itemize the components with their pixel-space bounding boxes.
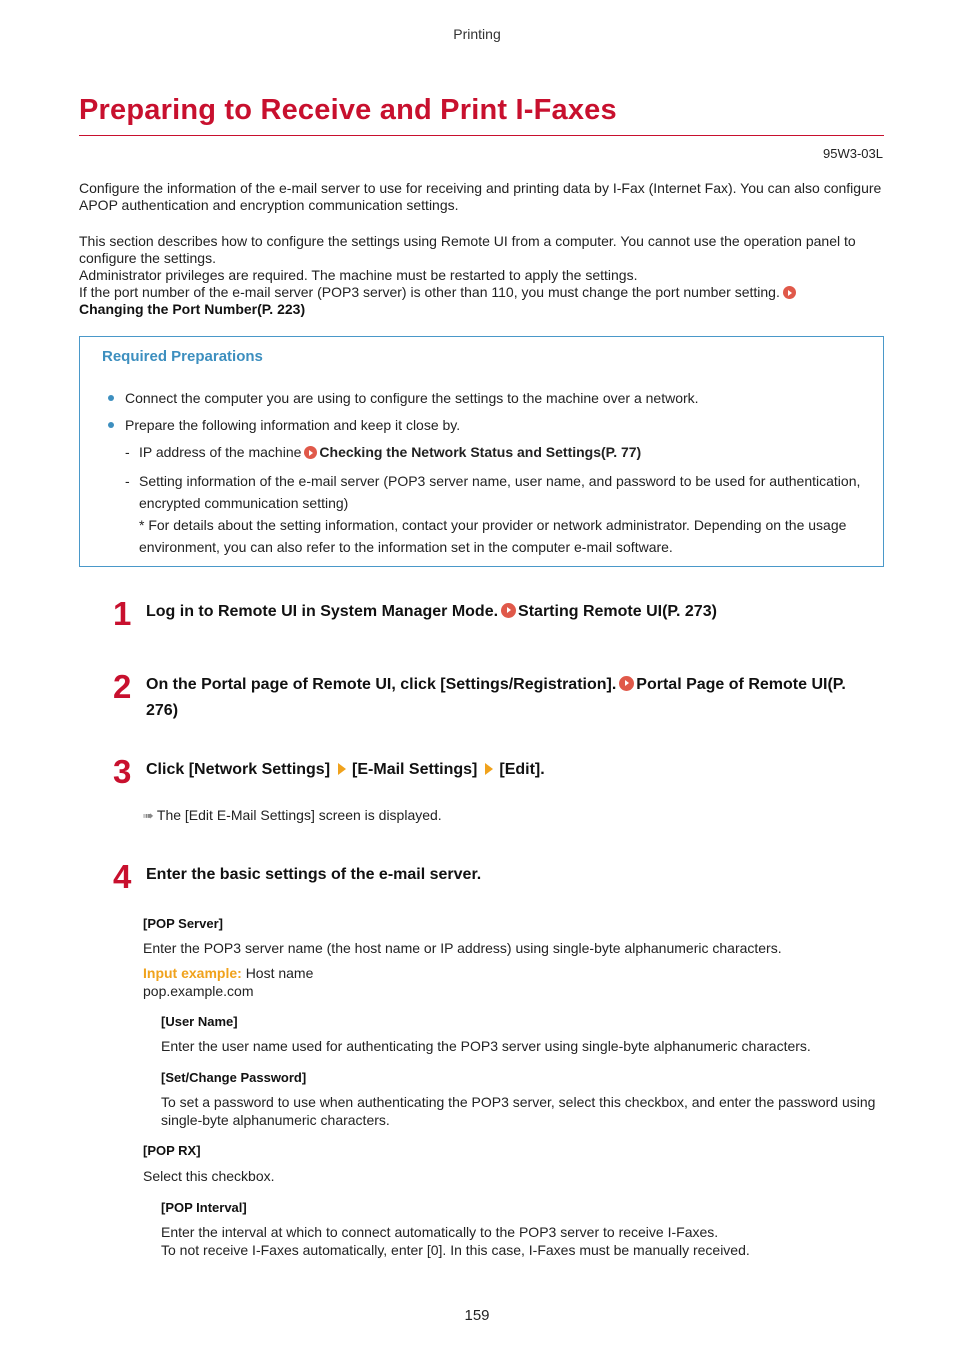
intro-text-2a: This section describes how to configure the settings using Remote UI from a computer. You cannot use the operation panel to configure the settings. [79,233,856,266]
link-arrow-icon [501,603,516,618]
pop-rx-label: [POP RX] [143,1143,201,1158]
prep-bullet-1-text: Connect the computer you are using to configure the settings to the machine over a network. [125,390,699,406]
intro-text-1: Configure the information of the e-mail server to use for receiving and printing data by I-Fax (Internet Fax). You can also configure APOP authentication and encryption communication settings. [79,180,882,213]
step-3-result: ➠ The [Edit E-Mail Settings] screen is displayed. [143,807,442,823]
step-1-text: Log in to Remote UI in System Manager Mode. Starting Remote UI(P. 273) [146,603,717,620]
prep-dash-2: - Setting information of the e-mail server (POP3 server name, user name, and password to be used for authentication, encrypted communication setting) * For details about the setting information, contact your provider or network administrator. Depending on the usage environment, you can also refer to the information set in the computer e-mail software. [125,473,861,555]
page-title: Preparing to Receive and Print I-Faxes [79,94,617,126]
user-name-label: [User Name] [161,1014,238,1029]
link-arrow-icon [619,676,634,691]
doc-code: 95W3-03L [823,146,883,161]
menu-arrow-icon [485,763,493,775]
portal-page-link[interactable]: Portal Page of Remote UI(P. 276) [146,676,846,719]
title-rule [79,135,884,136]
intro-text-2c: If the port number of the e-mail server (POP3 server) is other than 110, you must change the port number setting. [79,284,780,300]
intro-text-2b: Administrator privileges are required. The machine must be restarted to apply the settings. [79,267,638,283]
step-2-number: 2 [113,668,132,705]
input-example-host: pop.example.com [143,983,254,999]
step-4-text: Enter the basic settings of the e-mail server. [146,866,482,883]
result-arrow-icon: ➠ [143,808,154,823]
step-3-number: 3 [113,753,132,790]
link-arrow-icon [304,446,317,459]
bullet-icon [108,395,114,401]
link-arrow-icon [783,286,796,299]
step-2-text: On the Portal page of Remote UI, click [Settings/Registration]. Portal Page of Remote UI(P. 276) [146,676,846,719]
pop-server-example [143,964,883,1000]
intro-paragraph-1 [79,180,884,214]
step-3-text: Click [Network Settings] [E-Mail Settings] [Edit]. [146,761,545,778]
pop-interval-label: [POP Interval] [161,1200,247,1215]
prep-dash-2-note: * For details about the setting information, contact your provider or network administrator. Depending on the usage environment, you can also refer to the information set in the computer e-mail software. [139,517,847,555]
menu-arrow-icon [338,763,346,775]
input-example-label: Input example: [143,965,242,981]
required-preparations-title: Required Preparations [102,348,263,365]
starting-remote-ui-link[interactable]: Starting Remote UI(P. 273) [518,603,717,620]
prep-dash-2-text: Setting information of the e-mail server (POP3 server name, user name, and password to be used for authentication, encrypted communication setting) [139,473,861,511]
pop-server-label: [POP Server] [143,916,223,931]
intro-paragraph-2 [79,233,884,318]
pop-interval-desc: Enter the interval at which to connect automatically to the POP3 server to receive I-Faxes. To not receive I-Faxes automatically, enter [0]. In this case, I-Faxes must be manually received. [161,1224,750,1258]
pop-server-desc: Enter the POP3 server name (the host name or IP address) using single-byte alphanumeric characters. [143,940,782,956]
prep-bullet-2-text: Prepare the following information and keep it close by. [125,417,461,433]
prep-bullet-1 [108,390,699,406]
input-example-value: Host name [245,965,314,981]
password-label: [Set/Change Password] [161,1070,307,1085]
password-desc: To set a password to use when authenticating the POP3 server, select this checkbox, and enter the password using single-byte alphanumeric characters. [161,1094,876,1128]
pop-rx-desc: Select this checkbox. [143,1168,275,1184]
user-name-desc: Enter the user name used for authenticating the POP3 server using single-byte alphanumeric characters. [161,1038,811,1054]
network-status-link[interactable]: Checking the Network Status and Settings(P. 77) [319,444,642,460]
port-number-link[interactable]: Changing the Port Number(P. 223) [79,301,306,317]
step-4-number: 4 [113,858,132,895]
running-head: Printing [453,26,501,42]
prep-bullet-2 [108,417,460,433]
bullet-icon [108,422,114,428]
prep-dash-1-text: IP address of the machine [139,444,302,460]
prep-dash-1: - IP address of the machine Checking the Network Status and Settings(P. 77) [125,444,642,460]
page-number: 159 [464,1307,490,1324]
step-1-number: 1 [113,595,132,632]
